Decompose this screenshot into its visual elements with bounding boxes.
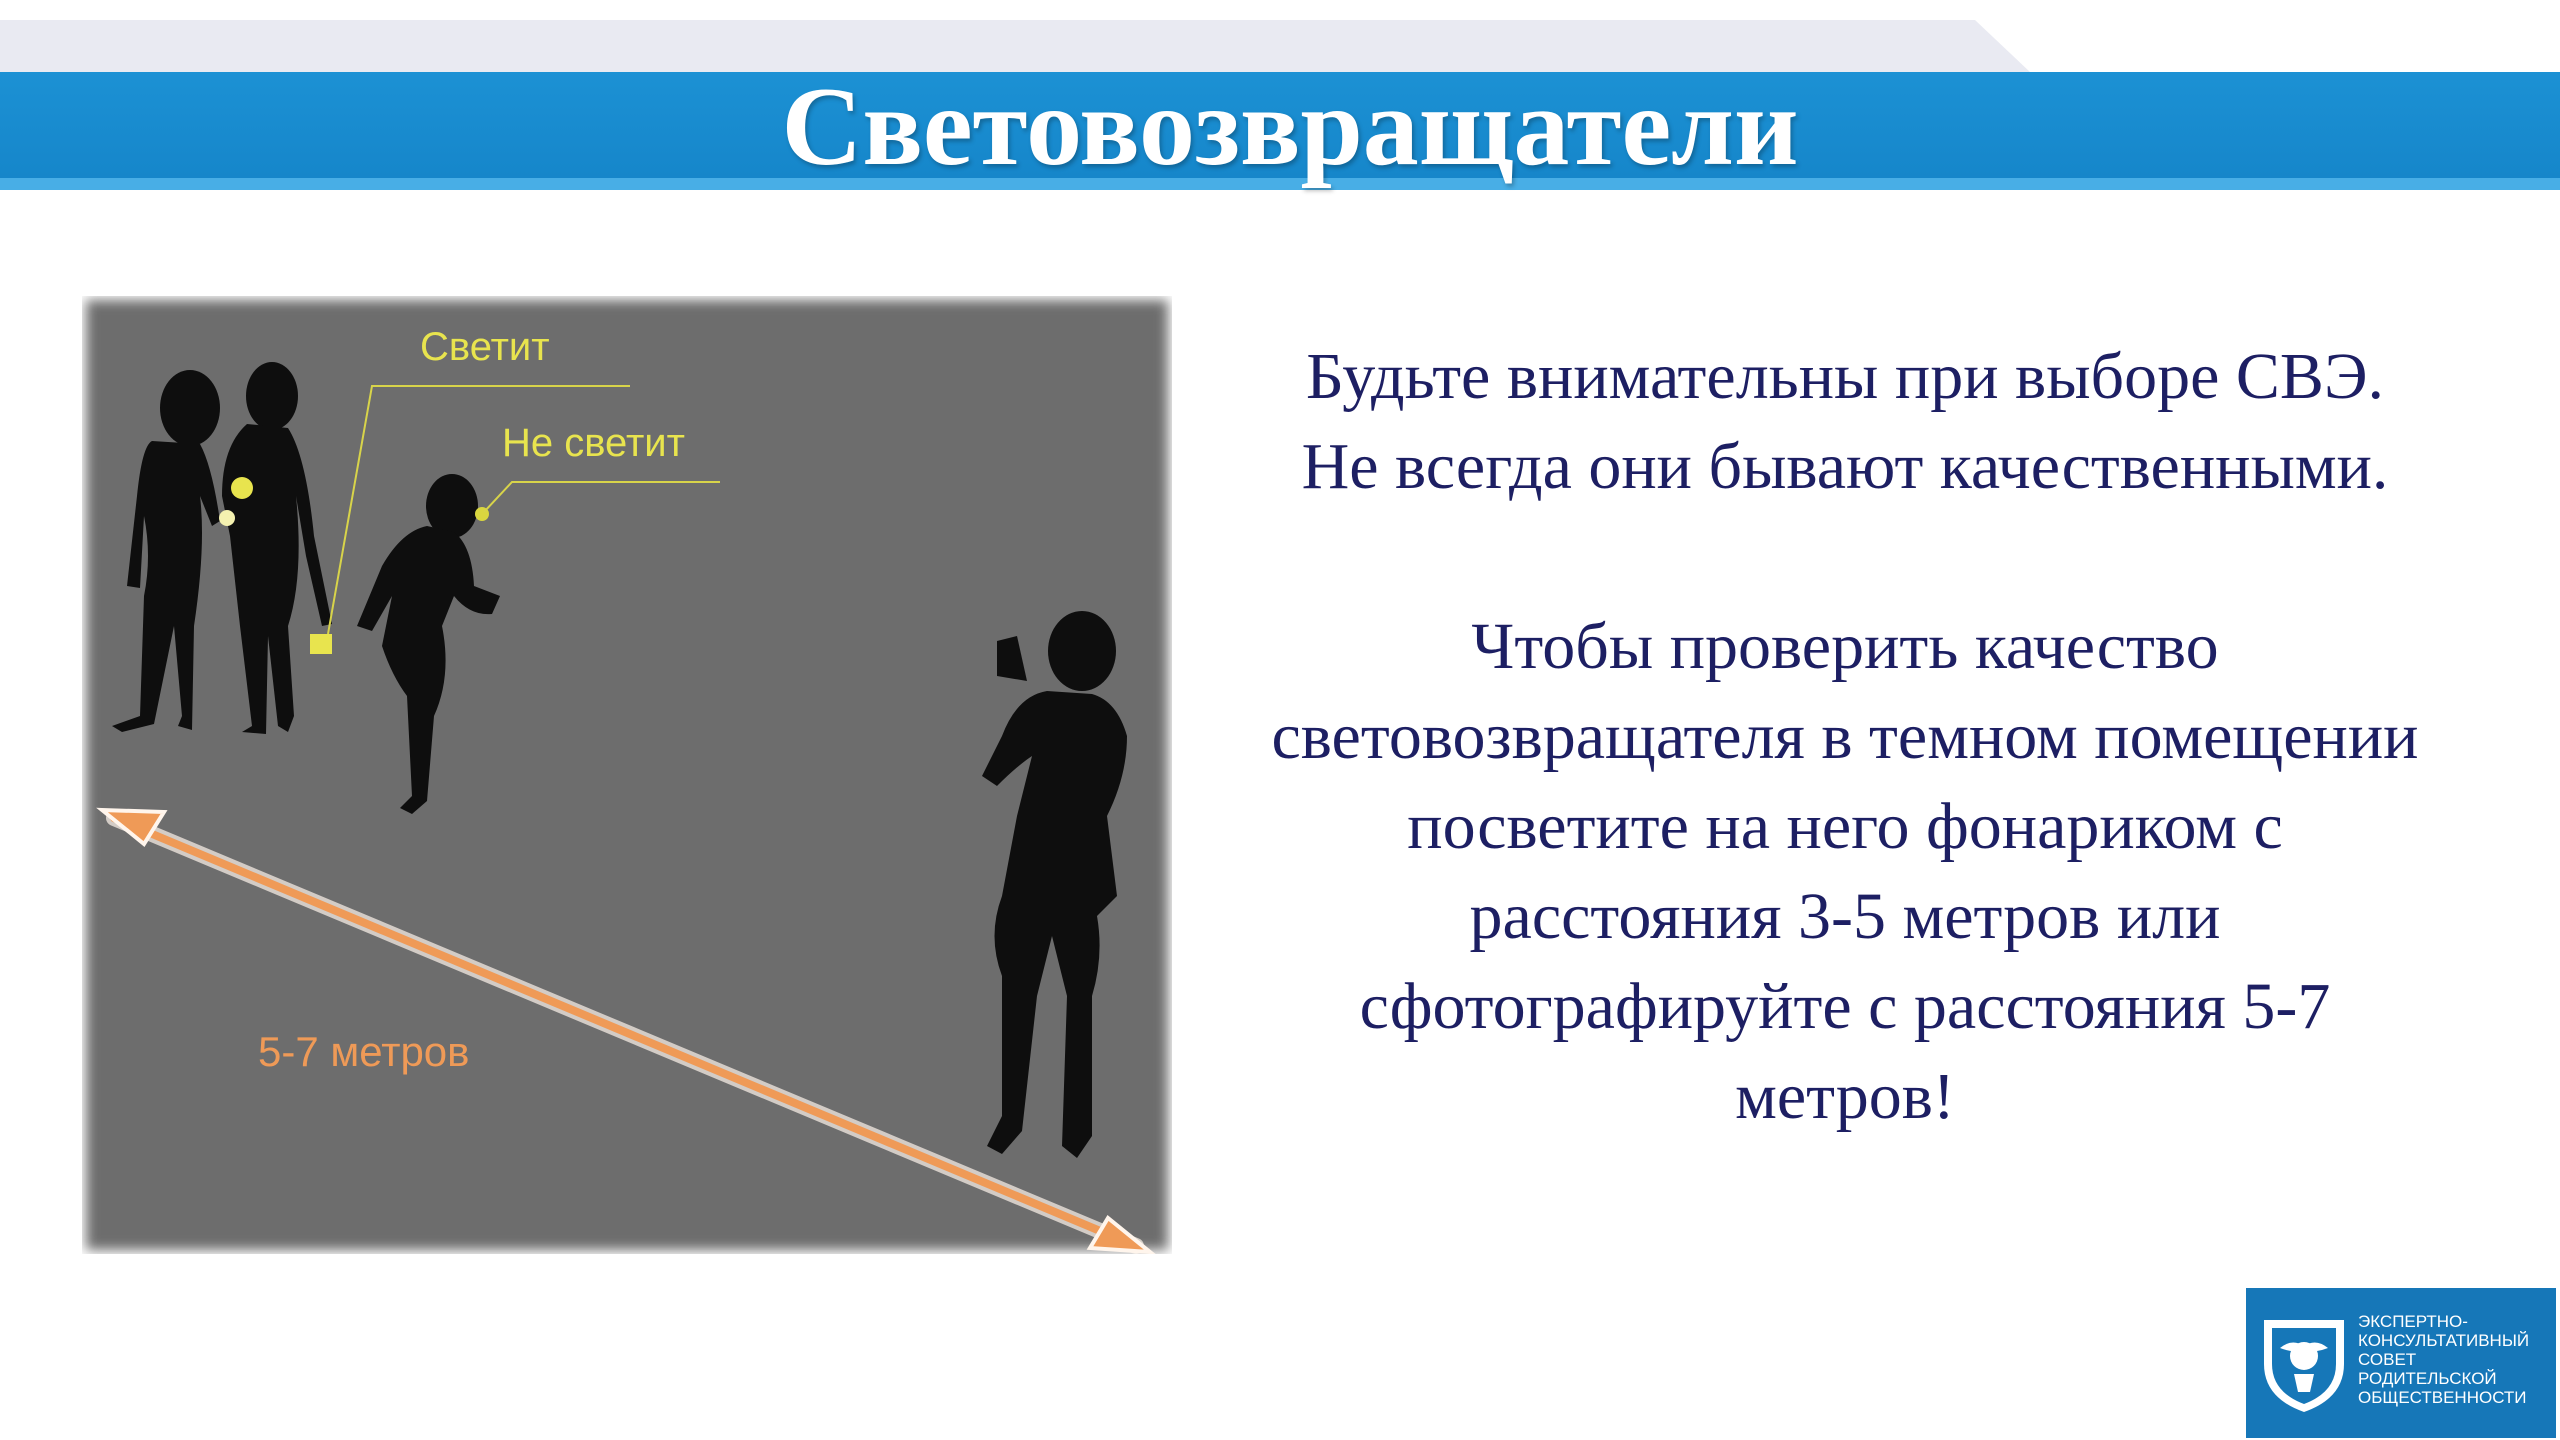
shield-emblem-icon [2258,1312,2350,1416]
logo-line-3: СОВЕТ [2358,1350,2417,1369]
instruction-line-2: световозвращателя в темном помещении [1271,700,2419,773]
instruction-line-6: метров! [1735,1060,1955,1133]
label-not-shines: Не светит [502,421,685,465]
instructions-text [1180,332,2510,1142]
warning-line-2: Не всегда они бывают качественными. [1301,430,2389,503]
instruction-line-4: расстояния 3-5 метров или [1469,880,2221,953]
logo-line-5: ОБЩЕСТВЕННОСТИ [2358,1388,2527,1407]
reflector-test-illustration [82,296,1172,1254]
slide-title: Световозвращатели [781,65,1799,189]
illustration-svg [82,296,1172,1254]
instruction-line-3: посветите на него фонариком с [1407,790,2283,863]
paragraph-spacer [1180,512,2510,602]
instruction-line-1: Чтобы проверить качество [1471,610,2219,683]
instruction-line-5: сфотографируйте с расстояния 5-7 [1359,970,2331,1043]
warning-line-1: Будьте внимательны при выборе СВЭ. [1305,340,2385,413]
council-logo [2246,1288,2556,1438]
logo-line-4: РОДИТЕЛЬСКОЙ [2358,1369,2497,1388]
label-shines: Светит [420,325,550,369]
logo-text [2358,1312,2554,1407]
distance-label: 5-7 метров [258,1028,470,1075]
logo-line-1: ЭКСПЕРТНО- [2358,1312,2468,1331]
logo-line-2: КОНСУЛЬТАТИВНЫЙ [2358,1331,2530,1350]
